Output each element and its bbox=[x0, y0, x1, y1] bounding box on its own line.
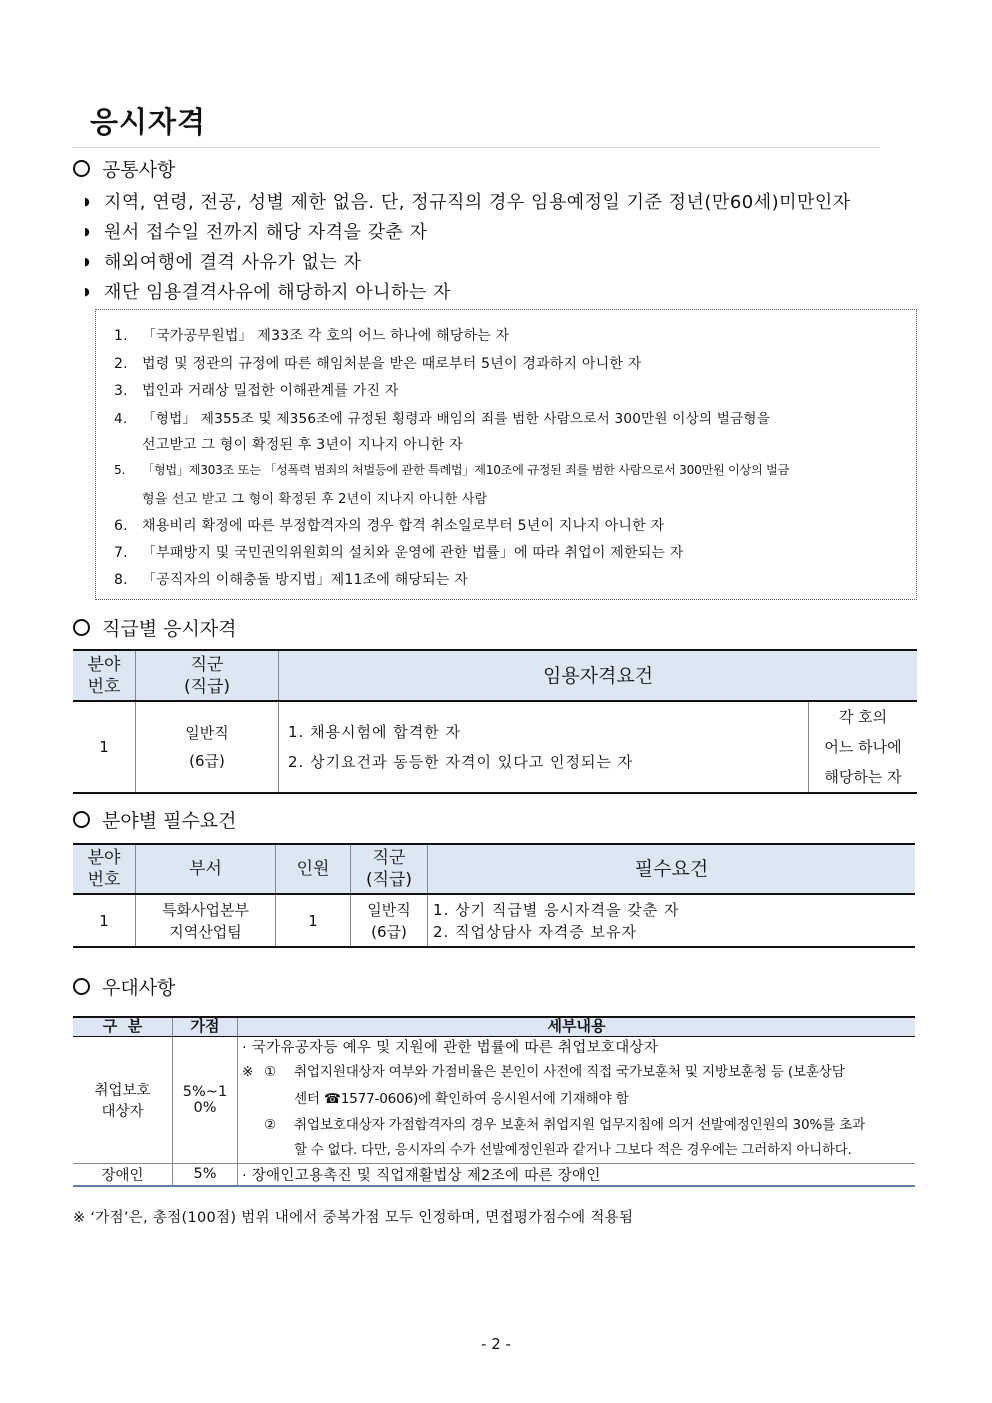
page-number: - 2 - bbox=[481, 1335, 511, 1353]
header-category: 구 분 bbox=[73, 1017, 173, 1036]
section-grade-heading bbox=[73, 614, 237, 641]
header-job: 직군 (직급) bbox=[136, 650, 279, 701]
list-item bbox=[84, 218, 428, 244]
disqualification-box bbox=[95, 309, 917, 600]
bullet-text: 지역, 연령, 전공, 성별 제한 없음. 단, 정규직의 경우 임용예정일 기준 정년(만60세)미만인자 bbox=[104, 192, 851, 213]
cell-count: 1 bbox=[276, 894, 351, 947]
bullet-text: 재단 임용결격사유에 해당하지 아니하는 자 bbox=[104, 282, 451, 303]
circle-bullet-icon bbox=[73, 619, 90, 636]
table-row bbox=[73, 1036, 915, 1163]
section-title: 분야별 필수요건 bbox=[102, 810, 237, 832]
list-item: 2. 법령 및 정관의 규정에 따른 해임처분을 받은 때로부터 5년이 경과하지 아니한 자 bbox=[114, 356, 642, 372]
field-requirement-table bbox=[73, 843, 915, 948]
cell-category: 장애인 bbox=[73, 1163, 173, 1186]
table-row bbox=[73, 894, 915, 947]
bullet-icon: ◗ bbox=[84, 284, 91, 298]
title-divider bbox=[72, 147, 880, 148]
cell-category: 취업보호 대상자 bbox=[73, 1036, 173, 1163]
list-item bbox=[84, 248, 361, 274]
bullet-text: 해외여행에 결격 사유가 없는 자 bbox=[104, 252, 362, 273]
header-points: 가점 bbox=[173, 1017, 238, 1036]
header-requirements: 임용자격요건 bbox=[279, 650, 918, 701]
section-common-heading bbox=[73, 155, 175, 182]
header-job: 직군 (직급) bbox=[351, 844, 428, 894]
list-item-continuation: 선고받고 그 형이 확정된 후 3년이 지나지 아니한 자 bbox=[142, 437, 463, 453]
cell-points: 5%~1 0% bbox=[173, 1036, 238, 1163]
list-item bbox=[84, 278, 451, 304]
bullet-text: 원서 접수일 전까지 해당 자격을 갖춘 자 bbox=[104, 222, 428, 243]
table-row bbox=[73, 1163, 915, 1186]
header-field-no: 분야 번호 bbox=[73, 650, 136, 701]
cell-job: 일반직 (6급) bbox=[136, 701, 279, 793]
list-item: 7. 「부패방지 및 국민권익위원회의 설치와 운영에 관한 법률」에 따라 취업이 제한되는 자 bbox=[114, 545, 684, 561]
bullet-icon: ◗ bbox=[84, 224, 91, 238]
preference-table bbox=[73, 1016, 915, 1187]
list-item: 4. 「형법」 제355조 및 제356조에 규정된 횡령과 배임의 죄를 범한 사람으로서 300만원 이상의 벌금형을 bbox=[114, 411, 771, 427]
circle-bullet-icon bbox=[73, 978, 90, 995]
cell-job: 일반직 (6급) bbox=[351, 894, 428, 947]
circle-bullet-icon bbox=[73, 160, 90, 177]
circle-bullet-icon bbox=[73, 811, 90, 828]
section-title: 공통사항 bbox=[102, 159, 176, 181]
list-item bbox=[84, 188, 851, 214]
cell-requirements: 1. 상기 직급별 응시자격을 갖춘 자 2. 직업상담사 자격증 보유자 bbox=[428, 894, 916, 947]
footnote: ※ ‘가점’은, 총점(100점) 범위 내에서 중복가점 모두 인정하며, 면접평가점수에 적용됨 bbox=[73, 1210, 634, 1226]
section-title: 우대사항 bbox=[102, 977, 176, 999]
header-count: 인원 bbox=[276, 844, 351, 894]
cell-detail: · 국가유공자등 예우 및 지원에 관한 법률에 따른 취업보호대상자 ※ ① 취업지원대상자 여부와 가점비율은 본인이 사전에 직접 국가보훈처 및 지방보훈청 등 (보훈상담 센터 ☎1577-0606)에 확인하여 응시원서에 기재해야 함 ② 취업보호대상자 가점합격자의 경우 보훈처 취업지원 업무지침에 의거 선발예정인원의 30%를 초과 할 수 없다. 다만, 응시자의 수가 선발예정인원과 같거나 그보다 적은 경우에는 그러하지 아니하다. bbox=[238, 1036, 916, 1163]
cell-requirements: 1. 채용시험에 합격한 자 2. 상기요건과 동등한 자격이 있다고 인정되는 자 bbox=[279, 701, 809, 793]
bullet-icon: ◗ bbox=[84, 254, 91, 268]
header-field-no: 분야 번호 bbox=[73, 844, 136, 894]
grade-qualification-table bbox=[73, 649, 917, 794]
header-detail: 세부내용 bbox=[238, 1017, 916, 1036]
page-title: 응시자격 bbox=[90, 105, 207, 139]
section-field-heading bbox=[73, 806, 237, 833]
section-title: 직급별 응시자격 bbox=[102, 618, 237, 640]
cell-field-no: 1 bbox=[73, 701, 136, 793]
table-row bbox=[73, 701, 917, 793]
list-item: 1. 「국가공무원법」 제33조 각 호의 어느 하나에 해당하는 자 bbox=[114, 328, 510, 344]
header-requirements: 필수요건 bbox=[428, 844, 916, 894]
list-item: 5. 「형법」제303조 또는 「성폭력 범죄의 처벌등에 관한 특례법」제10조에 규정된 죄를 범한 사람으로서 300만원 이상의 벌금 bbox=[114, 463, 789, 477]
cell-field-no: 1 bbox=[73, 894, 136, 947]
list-item: 3. 법인과 거래상 밀접한 이해관계를 가진 자 bbox=[114, 383, 399, 399]
bullet-icon: ◗ bbox=[84, 194, 91, 208]
cell-dept: 특화사업본부 지역산업팀 bbox=[136, 894, 276, 947]
list-item-continuation: 형을 선고 받고 그 형이 확정된 후 2년이 지나지 아니한 사람 bbox=[142, 492, 488, 507]
list-item: 8. 「공직자의 이해충돌 방지법」제11조에 해당되는 자 bbox=[114, 572, 468, 588]
cell-detail: · 장애인고용촉진 및 직업재활법상 제2조에 따른 장애인 bbox=[238, 1163, 916, 1186]
header-dept: 부서 bbox=[136, 844, 276, 894]
cell-note: 각 호의 어느 하나에 해당하는 자 bbox=[809, 701, 918, 793]
section-preference-heading bbox=[73, 973, 175, 1000]
cell-points: 5% bbox=[173, 1163, 238, 1186]
list-item: 6. 채용비리 확정에 따른 부정합격자의 경우 합격 취소일로부터 5년이 지나지 아니한 자 bbox=[114, 518, 665, 534]
